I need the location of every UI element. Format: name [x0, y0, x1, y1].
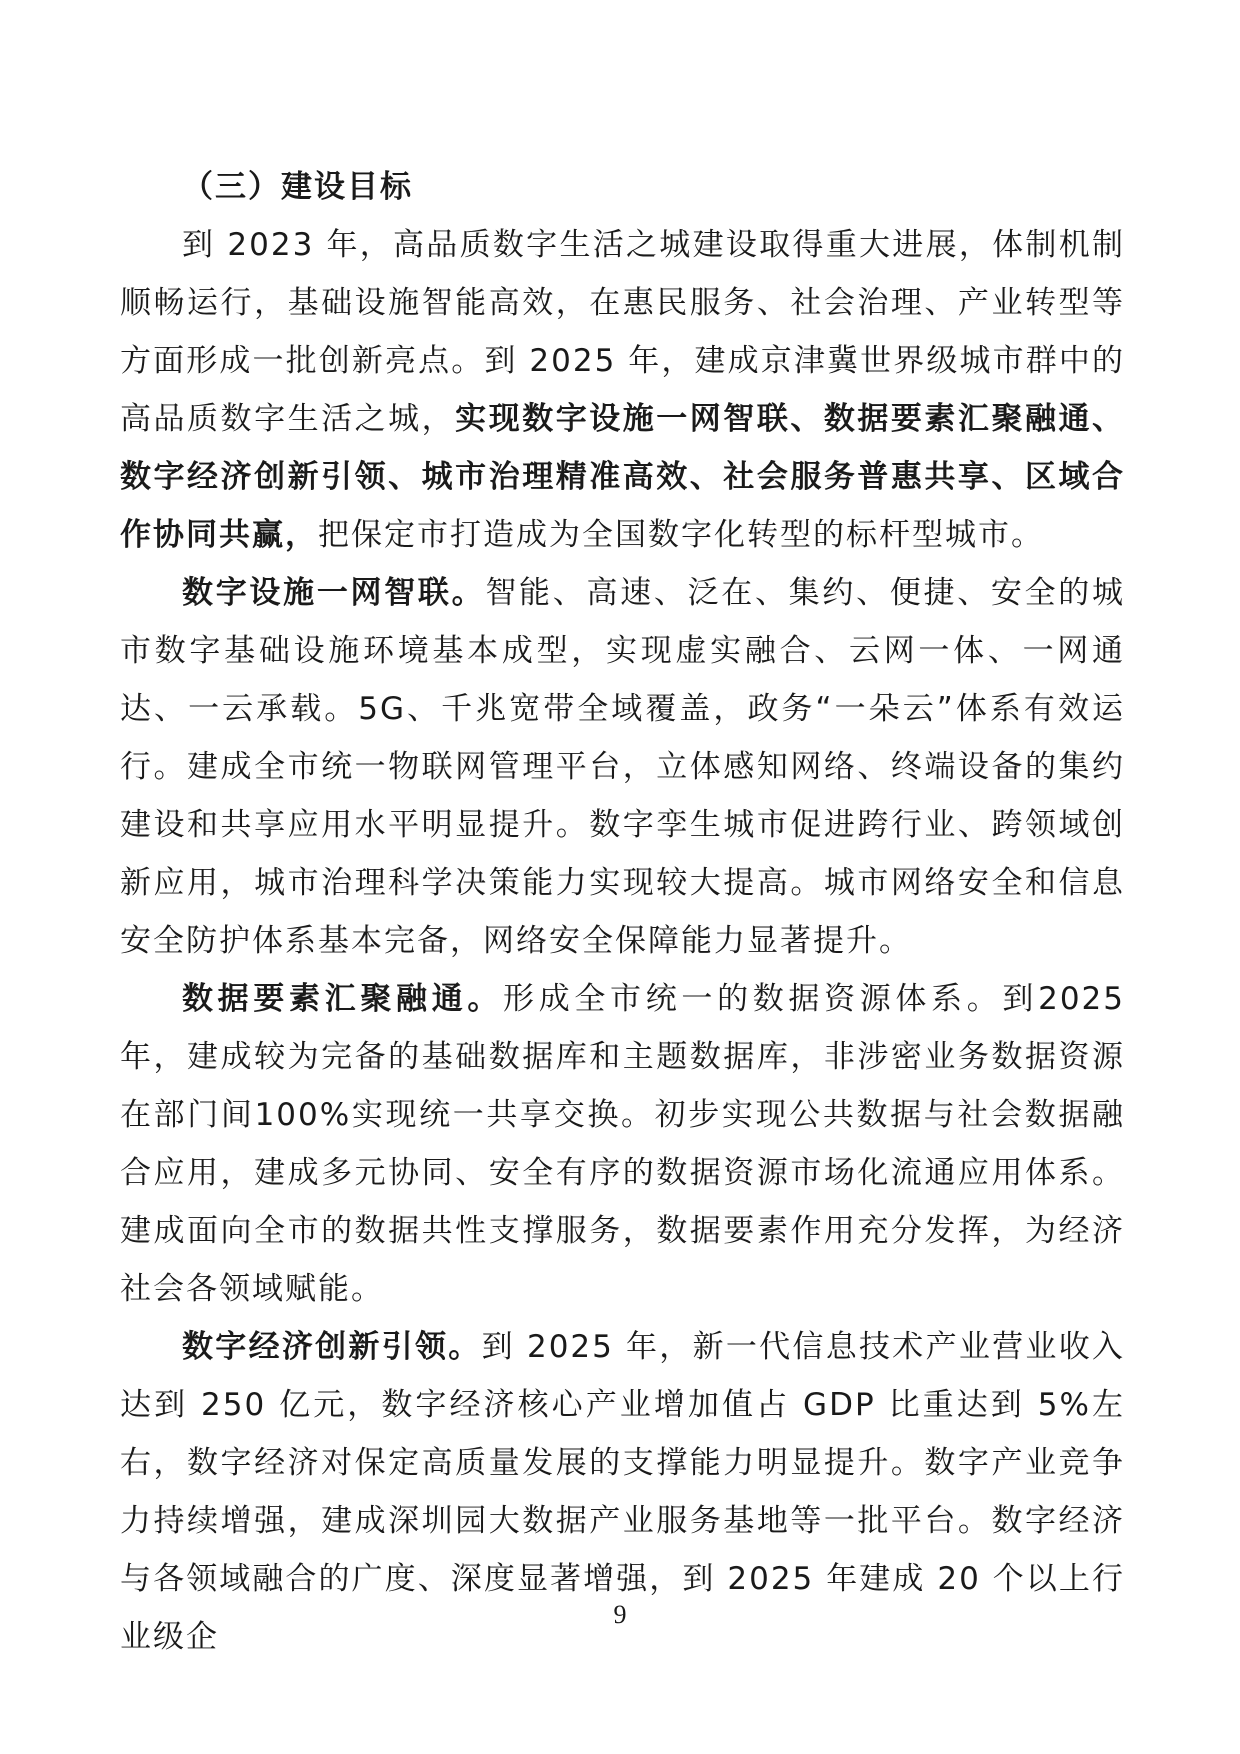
page-number: 9 [613, 1600, 627, 1629]
section-heading: （三）建设目标 [182, 169, 413, 205]
infrastructure-lead: 数字设施一网智联。 [182, 575, 486, 611]
goals-text-end: 把保定市打造成为全国数字化转型的标杆型城市。 [318, 517, 1044, 553]
economy-body: 到 2025 年，新一代信息技术产业营业收入达到 250 亿元，数字经济核心产业增加值占 GDP 比重达到 5%左右，数字经济对保定高质量发展的支撑能力明显提升。数字产业竞争力持续增强，建成深圳园大数据产业服务基地等一批平台。数字经济与各领域融合的广度、深度显著增强，到 2025 年建成 20 个以上行业级企 [120, 1329, 1125, 1655]
paragraph-data [120, 970, 1125, 1318]
goals-text-start: 到 2023 年，高品质数字生活之城建设取得重大进展，体制机制顺畅运行，基础设施智能高效，在惠民服务、社会治理、产业转型等方面形成一批创新亮点。到 2025 年，建成京津冀世界级城市群中的高品质数字生活之城， [120, 227, 1125, 437]
economy-lead: 数字经济创新引领。 [182, 1329, 482, 1365]
infrastructure-body: 智能、高速、泛在、集约、便捷、安全的城市数字基础设施环境基本成型，实现虚实融合、云网一体、一网通达、一云承载。5G、千兆宽带全域覆盖，政务“一朵云”体系有效运行。建成全市统一物联网管理平台，立体感知网络、终端设备的集约建设和共享应用水平明显提升。数字孪生城市促进跨行业、跨领域创新应用，城市治理科学决策能力实现较大提高。城市网络安全和信息安全防护体系基本完备，网络安全保障能力显著提升。 [120, 575, 1126, 959]
data-lead: 数据要素汇聚融通。 [182, 981, 504, 1017]
goals-emphasis: 实现数字设施一网智联、数据要素汇聚融通、数字经济创新引领、城市治理精准高效、社会服务普惠共享、区域合作协同共赢， [120, 401, 1125, 553]
document-body [120, 158, 1125, 1666]
data-body: 形成全市统一的数据资源体系。到2025年，建成较为完备的基础数据库和主题数据库，非涉密业务数据资源在部门间100%实现统一共享交换。初步实现公共数据与社会数据融合应用，建成多元协同、安全有序的数据资源市场化流通应用体系。建成面向全市的数据共性支撑服务，数据要素作用充分发挥，为经济社会各领域赋能。 [120, 981, 1125, 1307]
paragraph-goals [120, 216, 1125, 564]
paragraph-infrastructure [120, 564, 1125, 970]
